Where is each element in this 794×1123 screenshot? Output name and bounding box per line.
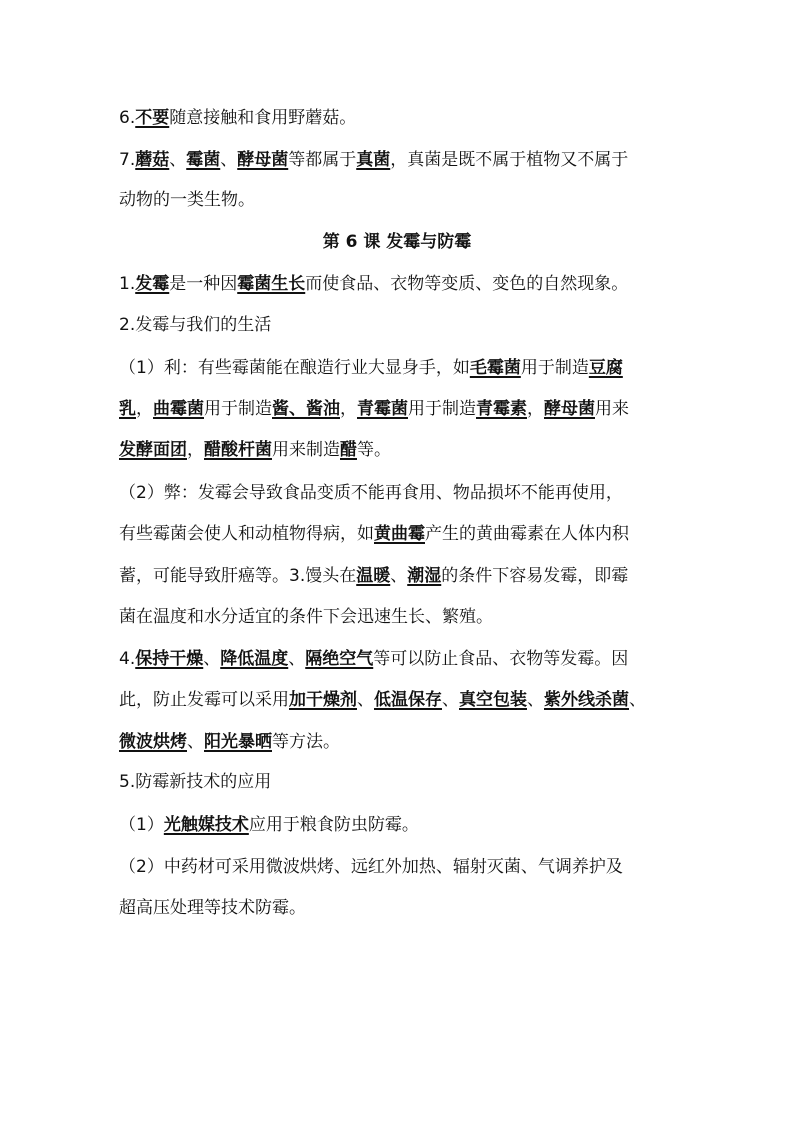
text-line: 乳，曲霉菌用于制造酱、酱油，青霉菌用于制造青霉素，酵母菌用来 [119, 399, 629, 419]
text-line: （2）弊：发霉会导致食品变质不能再食用、物品损坏不能再使用， [119, 483, 623, 503]
keyword: 降低温度 [220, 649, 289, 669]
keyword: 温暖 [356, 566, 391, 586]
text-line: 动物的一类生物。 [119, 190, 255, 210]
text-line: 超高压处理等技术防霉。 [119, 898, 306, 918]
text-line: 7.蘑菇、霉菌、酵母菌等都属于真菌，真菌是既不属于植物又不属于 [119, 150, 629, 170]
text-line: 4.保持干燥、降低温度、隔绝空气等可以防止食品、衣物等发霉。因 [119, 649, 629, 669]
section-title: 第 6 课 发霉与防霉 [322, 232, 472, 252]
keyword: 发霉 [135, 274, 170, 294]
keyword: 霉菌生长 [237, 274, 306, 294]
keyword: 毛霉菌 [469, 358, 521, 378]
text-line: 5.防霉新技术的应用 [119, 772, 272, 792]
keyword: 曲霉菌 [153, 399, 204, 419]
text-line: 菌在温度和水分适宜的条件下会迅速生长、繁殖。 [119, 607, 493, 627]
keyword: 醋酸杆菌 [204, 440, 272, 460]
keyword: 低温保存 [374, 690, 442, 710]
keyword: 紫外线杀菌 [544, 690, 629, 710]
keyword: 真空包装 [459, 690, 527, 710]
keyword: 豆腐 [588, 358, 623, 378]
keyword: 发酵面团 [119, 440, 187, 460]
keyword: 阳光暴晒 [204, 732, 272, 752]
keyword: 酱、酱油 [272, 399, 340, 419]
keyword: 保持干燥 [135, 649, 204, 669]
text-line: （1）利：有些霉菌能在酿造行业大显身手，如毛霉菌用于制造豆腐 [119, 358, 623, 378]
keyword: 醋 [340, 440, 357, 460]
keyword: 不要 [135, 108, 170, 128]
text-line: （2）中药材可采用微波烘烤、远红外加热、辐射灭菌、气调养护及 [119, 857, 623, 877]
text-line: 微波烘烤、阳光暴晒等方法。 [119, 732, 340, 752]
keyword: 加干燥剂 [289, 690, 357, 710]
keyword: 蘑菇 [135, 150, 170, 170]
text-line: 2.发霉与我们的生活 [119, 315, 272, 335]
keyword: 黄曲霉 [374, 524, 425, 544]
keyword: 霉菌 [186, 150, 221, 170]
keyword: 隔绝空气 [305, 649, 374, 669]
keyword: 微波烘烤 [119, 732, 187, 752]
keyword: 真菌 [356, 150, 391, 170]
keyword: 光触媒技术 [163, 815, 249, 835]
keyword: 青霉素 [476, 399, 527, 419]
text-line: 蓄，可能导致肝癌等。3.馒头在温暖、潮湿的条件下容易发霉，即霉 [119, 566, 629, 586]
keyword: 酵母菌 [237, 150, 289, 170]
keyword: 青霉菌 [357, 399, 408, 419]
text-line: 发酵面团，醋酸杆菌用来制造醋等。 [119, 440, 391, 460]
keyword: 乳 [119, 399, 136, 419]
text-line: 有些霉菌会使人和动植物得病，如黄曲霉产生的黄曲霉素在人体内积 [119, 524, 629, 544]
keyword: 潮湿 [407, 566, 442, 586]
text-line: （1）光触媒技术应用于粮食防虫防霉。 [119, 815, 419, 835]
text-line: 6.不要随意接触和食用野蘑菇。 [119, 108, 357, 128]
text-line: 1.发霉是一种因霉菌生长而使食品、衣物等变质、变色的自然现象。 [119, 274, 629, 294]
keyword: 酵母菌 [544, 399, 595, 419]
text-line: 此，防止发霉可以采用加干燥剂、低温保存、真空包装、紫外线杀菌、 [119, 690, 646, 710]
